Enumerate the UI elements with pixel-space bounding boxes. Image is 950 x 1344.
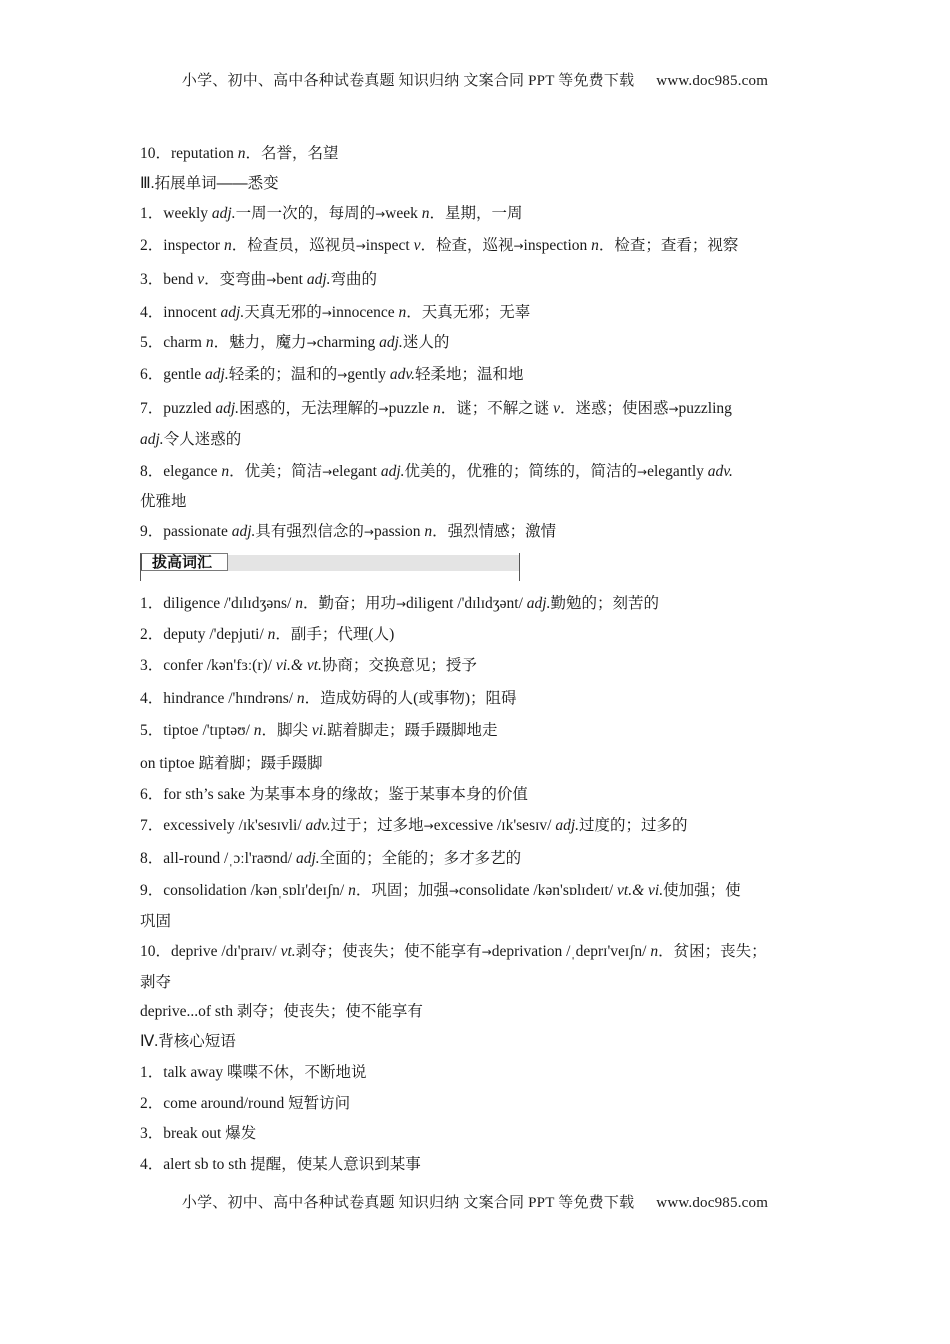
arrow-icon: →: [423, 819, 434, 833]
list-item: 2．deputy /'depjuti/ n．副手；代理(人): [140, 626, 395, 643]
list-item: 7．excessively /ɪk'sesɪvli/ adv.过于；过多地→excessive /ɪk'sesɪv/ adj.过度的；过多的: [140, 817, 688, 834]
list-item: 1．weekly adj.一周一次的，每周的→week n．星期，一周: [140, 205, 523, 222]
list-item: 3．break out 爆发: [140, 1125, 257, 1142]
advanced-vocab-header: [140, 552, 520, 582]
arrow-icon: →: [322, 465, 333, 479]
list-item-continuation: on tiptoe 踮着脚；蹑手蹑脚: [140, 755, 323, 772]
arrow-icon: →: [337, 368, 348, 382]
divider: [519, 553, 520, 581]
arrow-icon: →: [321, 306, 332, 320]
list-item: 2．come around/round 短暂访问: [140, 1095, 351, 1112]
list-item: 9．consolidation /kənˌsɒlɪ'deɪʃn/ n．巩固；加强→consolidate /kən'sɒlɪdeɪt/ vt.& vi.使加强；使: [140, 882, 741, 899]
list-item: 1．diligence /'dɪlɪdʒəns/ n．勤奋；用功→diligent /'dɪlɪdʒənt/ adj.勤勉的；刻苦的: [140, 595, 659, 612]
arrow-icon: →: [668, 402, 679, 416]
footer-text: 小学、初中、高中各种试卷真题 知识归纳 文案合同 PPT 等免费下载: [181, 1195, 635, 1211]
list-item: 3．bend v．变弯曲→bent adj.弯曲的: [140, 271, 378, 288]
section-heading: Ⅲ.拓展单词——悉变: [140, 175, 279, 192]
list-item: 9．passionate adj.具有强烈信念的→passion n．强烈情感；激情: [140, 523, 557, 540]
arrow-icon: →: [355, 239, 366, 253]
list-item: 6．for sth’s sake 为某事本身的缘故；鉴于某事本身的价值: [140, 786, 528, 803]
page-footer: [0, 1191, 950, 1212]
list-item: 1．talk away 喋喋不休，不断地说: [140, 1064, 367, 1081]
list-item: 4．hindrance /'hɪndrəns/ n．造成妨碍的人(或事物)；阻碍: [140, 690, 517, 707]
page-header: [0, 69, 950, 90]
list-item-continuation: 剥夺: [140, 974, 172, 991]
arrow-icon: →: [363, 525, 374, 539]
list-item: 10．deprive /dɪ'praɪv/ vt.剥夺；使丧失；使不能享有→deprivation /ˌdeprɪ'veɪʃn/ n．贫困；丧失；: [140, 943, 767, 960]
arrow-icon: →: [375, 207, 386, 221]
footer-url[interactable]: www.doc985.com: [656, 1195, 769, 1211]
list-item: 5．tiptoe /'tɪptəʊ/ n．脚尖 vi.踮着脚走；蹑手蹑脚地走: [140, 722, 498, 739]
section-label: 拔高词汇: [140, 553, 228, 571]
list-item-continuation: adj.令人迷惑的: [140, 431, 242, 448]
list-item: 8．all-round /ˌɔːl'raʊnd/ adj.全面的；全能的；多才多艺的: [140, 850, 522, 867]
list-item: 10．reputation n．名誉，名望: [140, 145, 339, 162]
arrow-icon: →: [513, 239, 524, 253]
section-heading: Ⅳ.背核心短语: [140, 1033, 236, 1050]
list-item-continuation: 优雅地: [140, 493, 187, 510]
header-url[interactable]: www.doc985.com: [656, 73, 769, 89]
list-item-continuation: deprive...of sth 剥夺；使丧失；使不能享有: [140, 1003, 423, 1020]
arrow-icon: →: [378, 402, 389, 416]
arrow-icon: →: [306, 336, 317, 350]
list-item: 7．puzzled adj.困惑的，无法理解的→puzzle n．谜；不解之谜 v．迷惑；使困惑→puzzling: [140, 400, 732, 417]
list-item: 4．alert sb to sth 提醒，使某人意识到某事: [140, 1156, 421, 1173]
list-item: 3．confer /kən'fɜː(r)/ vi.& vt.协商；交换意见；授予: [140, 657, 477, 674]
arrow-icon: →: [395, 597, 407, 611]
list-item: 4．innocent adj.天真无邪的→innocence n．天真无邪；无辜: [140, 304, 531, 321]
list-item: 6．gentle adj.轻柔的；温和的→gently adv.轻柔地；温和地: [140, 366, 524, 383]
arrow-icon: →: [637, 465, 648, 479]
list-item: 8．elegance n．优美；简洁→elegant adj.优美的，优雅的；简练的，简洁的→elegantly adv.: [140, 463, 733, 480]
header-text: 小学、初中、高中各种试卷真题 知识归纳 文案合同 PPT 等免费下载: [181, 73, 635, 89]
list-item: 2．inspector n．检查员，巡视员→inspect v．检查，巡视→inspection n．检查；查看；视察: [140, 237, 739, 254]
arrow-icon: →: [448, 884, 459, 898]
arrow-icon: →: [481, 945, 492, 959]
list-item-continuation: 巩固: [140, 913, 172, 930]
list-item: 5．charm n．魅力，魔力→charming adj.迷人的: [140, 334, 450, 351]
arrow-icon: →: [266, 273, 277, 287]
